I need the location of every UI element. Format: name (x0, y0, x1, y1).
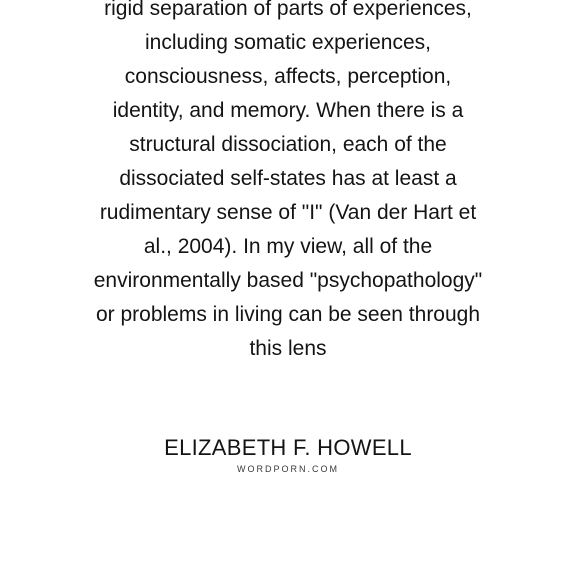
quote-line: or problems in living can be seen through (95, 303, 481, 326)
quote-line: rigid separation of parts of experiences, (104, 0, 472, 20)
quote-line: rudimentary sense of "I" (Van der Hart et (99, 201, 477, 224)
quote-line: dissociated self-states has at least a (119, 167, 457, 190)
quote-line: environmentally based "psychopathology" (93, 269, 483, 292)
source-watermark: WORDPORN.COM (237, 464, 339, 474)
quote-line: consciousness, affects, perception, (124, 65, 452, 88)
quote-line: including somatic experiences, (145, 31, 431, 54)
author-name: ELIZABETH F. HOWELL (164, 435, 412, 460)
quote-line: identity, and memory. When there is a (112, 99, 464, 122)
quote-line: this lens (249, 337, 327, 360)
quote-line: structural dissociation, each of the (129, 133, 447, 156)
quote-line: al., 2004). In my view, all of the (143, 235, 433, 258)
